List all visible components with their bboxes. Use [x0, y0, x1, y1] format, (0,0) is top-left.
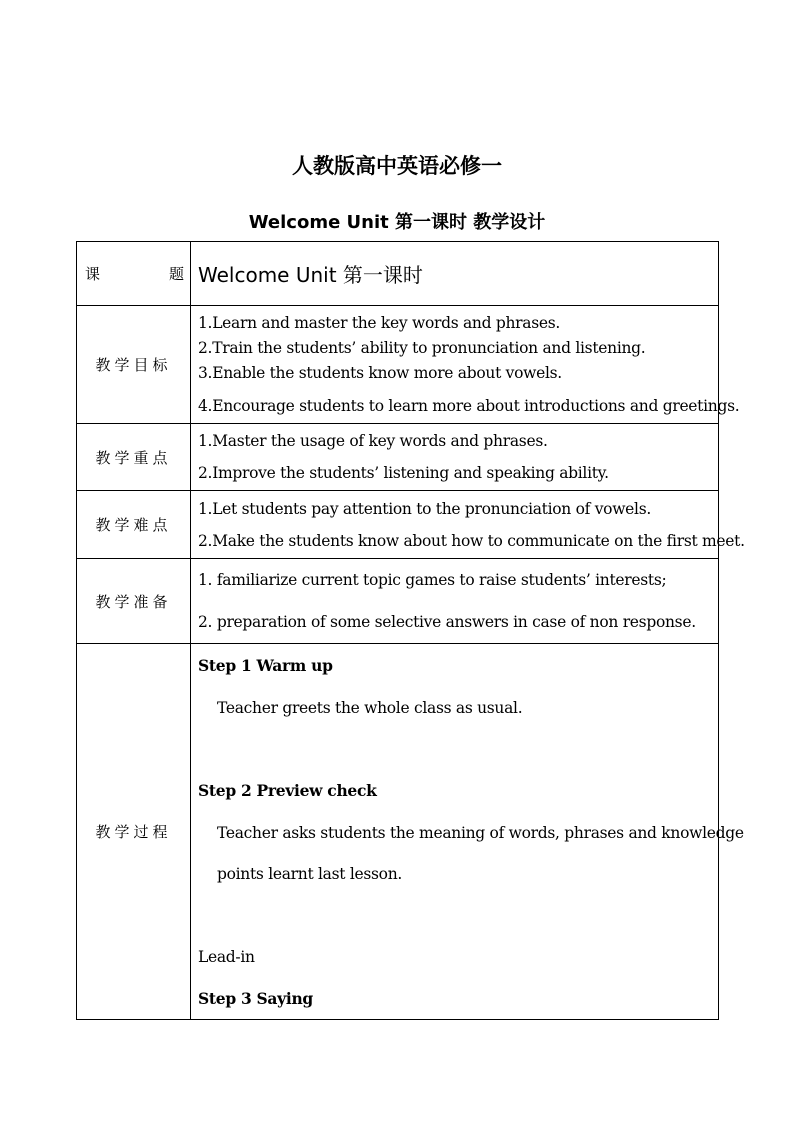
- key-point-item: 1.Master the usage of key words and phrases.: [198, 432, 548, 450]
- label-preparation: 教学准备: [77, 559, 191, 644]
- label-process: 教学过程: [77, 644, 191, 1020]
- step2-text-continued: points learnt last lesson.: [217, 865, 403, 883]
- label-objectives: 教学目标: [77, 306, 191, 424]
- label-topic: 课 题: [77, 242, 191, 306]
- preparation-item: 1. familiarize current topic games to raise students’ interests;: [198, 571, 667, 589]
- row-key-points: [77, 424, 719, 491]
- preparation-item: 2. preparation of some selective answers in case of non response.: [198, 613, 696, 631]
- topic-value: Welcome Unit 第一课时: [198, 263, 423, 287]
- objectives-cell: [191, 306, 740, 424]
- row-topic: [77, 242, 719, 306]
- step3-title: Step 3 Saying: [198, 989, 313, 1008]
- difficulty-item: 1.Let students pay attention to the pronunciation of vowels.: [198, 499, 651, 518]
- objective-item: 2.Train the students’ ability to pronunciation and listening.: [198, 338, 646, 357]
- label-key-points: 教学重点: [77, 424, 191, 491]
- row-process: [77, 644, 719, 1020]
- objective-item: 3.Enable the students know more about vowels.: [198, 363, 562, 382]
- lead-in-label: Lead-in: [198, 948, 255, 966]
- step1-text: Teacher greets the whole class as usual.: [217, 699, 523, 717]
- label-difficulties: 教学难点: [77, 491, 191, 559]
- objective-item: 1.Learn and master the key words and phrases.: [198, 313, 561, 332]
- process-cell: [191, 644, 744, 1020]
- key-point-item: 2.Improve the students’ listening and speaking ability.: [198, 464, 609, 482]
- document-subtitle: Welcome Unit 第一课时 教学设计: [248, 212, 546, 233]
- step2-text: Teacher asks students the meaning of words, phrases and knowledge: [217, 824, 744, 842]
- preparation-cell: [191, 559, 719, 644]
- document-title: 人教版高中英语必修一: [292, 154, 502, 178]
- difficulty-item: 2.Make the students know about how to communicate on the first meet.: [198, 531, 745, 550]
- step2-title: Step 2 Preview check: [198, 781, 377, 800]
- topic-value-cell: [191, 242, 719, 306]
- row-preparation: [77, 559, 719, 644]
- step1-title: Step 1 Warm up: [198, 656, 333, 675]
- difficulties-cell: [191, 491, 745, 559]
- row-objectives: [77, 306, 719, 424]
- objective-item: 4.Encourage students to learn more about introductions and greetings.: [198, 396, 740, 415]
- key-points-cell: [191, 424, 719, 491]
- lesson-plan-table: [76, 241, 745, 1020]
- row-difficulties: [77, 491, 719, 559]
